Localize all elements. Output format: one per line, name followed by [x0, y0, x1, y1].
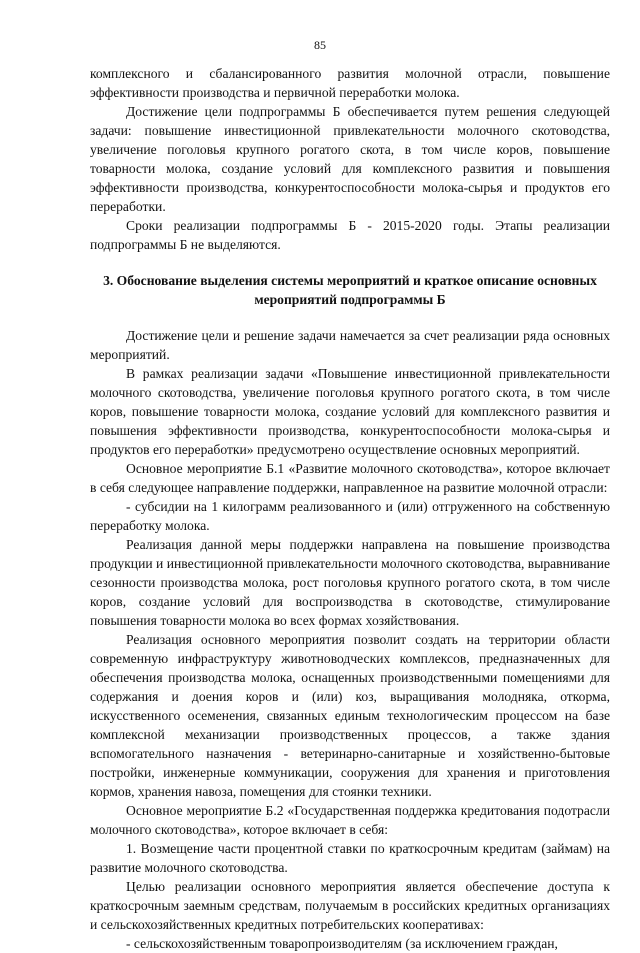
paragraph: Достижение цели подпрограммы Б обеспечивается путем решения следующей задачи: повышение инвестиционной привлекательности молочного скотоводства, увеличение поголовья крупного рогатого скота, в том числе коров, повышение товарности молока, создание условий для комплексного развития и повышения эффективности производства, конкурентоспособности молока-сырья и продуктов его переработки.	[90, 104, 610, 214]
list-item: - сельскохозяйственным товаропроизводителям (за исключением граждан,	[126, 936, 558, 951]
list-item: - субсидии на 1 килограмм реализованного и (или) отгруженного на собственную переработку молока.	[90, 499, 610, 533]
list-item: 1. Возмещение части процентной ставки по краткосрочным кредитам (займам) на развитие молочного скотоводства.	[90, 841, 610, 875]
paragraph: Реализация данной меры поддержки направлена на повышение производства продукции и инвестиционной привлекательности молочного скотоводства, выравнивание сезонности производства молока, рост поголовья крупного рогатого скота, в том числе коров, создание условий для воспроизводства в скотоводстве, стимулирование повышения товарности молока во всех формах хозяйствования.	[90, 537, 610, 628]
page-number: 85	[314, 38, 326, 52]
paragraph: Основное мероприятие Б.1 «Развитие молочного скотоводства», которое включает в себя следующее направление поддержки, направленное на развитие молочной отрасли:	[90, 461, 610, 495]
paragraph: В рамках реализации задачи «Повышение инвестиционной привлекательности молочного скотоводства, увеличение поголовья крупного рогатого скота, в том числе коров, повышение товарности молока, создание условий для комплексного развития и повышения эффективности производства, конкурентоспособности молока-сырья и продуктов его переработки» предусмотрено осуществление основных мероприятий.	[90, 366, 610, 457]
paragraph: Основное мероприятие Б.2 «Государственная поддержка кредитования подотрасли молочного скотоводства», которое включает в себя:	[90, 803, 610, 837]
paragraph: Реализация основного мероприятия позволит создать на территории области современную инфраструктуру животноводческих комплексов, предназначенных для обеспечения производства молока, оснащенных производственными помещениями для содержания и доения коров и (или) коз, выращивания молодняка, откорма, искусственного осеменения, связанных единым технологическим процессом на базе комплексной механизации производственных процессов, а также здания вспомогательного назначения - ветеринарно-санитарные и хозяйственно-бытовые постройки, инженерные коммуникации, сооружения для хранения и приготовления кормов, хранения навоза, помещения для стоянки техники.	[90, 632, 610, 799]
section-heading: 3. Обоснование выделения системы мероприятий и краткое описание основных мероприятий подпрограммы Б	[103, 273, 597, 307]
paragraph: Достижение цели и решение задачи намечается за счет реализации ряда основных мероприятий.	[90, 328, 610, 362]
document-body	[90, 64, 610, 953]
paragraph: Сроки реализации подпрограммы Б - 2015-2020 годы. Этапы реализации подпрограммы Б не выделяются.	[90, 218, 610, 252]
paragraph: Целью реализации основного мероприятия является обеспечение доступа к краткосрочным заемным средствам, получаемым в российских кредитных организациях и сельскохозяйственных кредитных потребительских кооперативах:	[90, 879, 610, 932]
paragraph: комплексного и сбалансированного развития молочной отрасли, повышение эффективности производства и первичной переработки молока.	[90, 66, 610, 100]
